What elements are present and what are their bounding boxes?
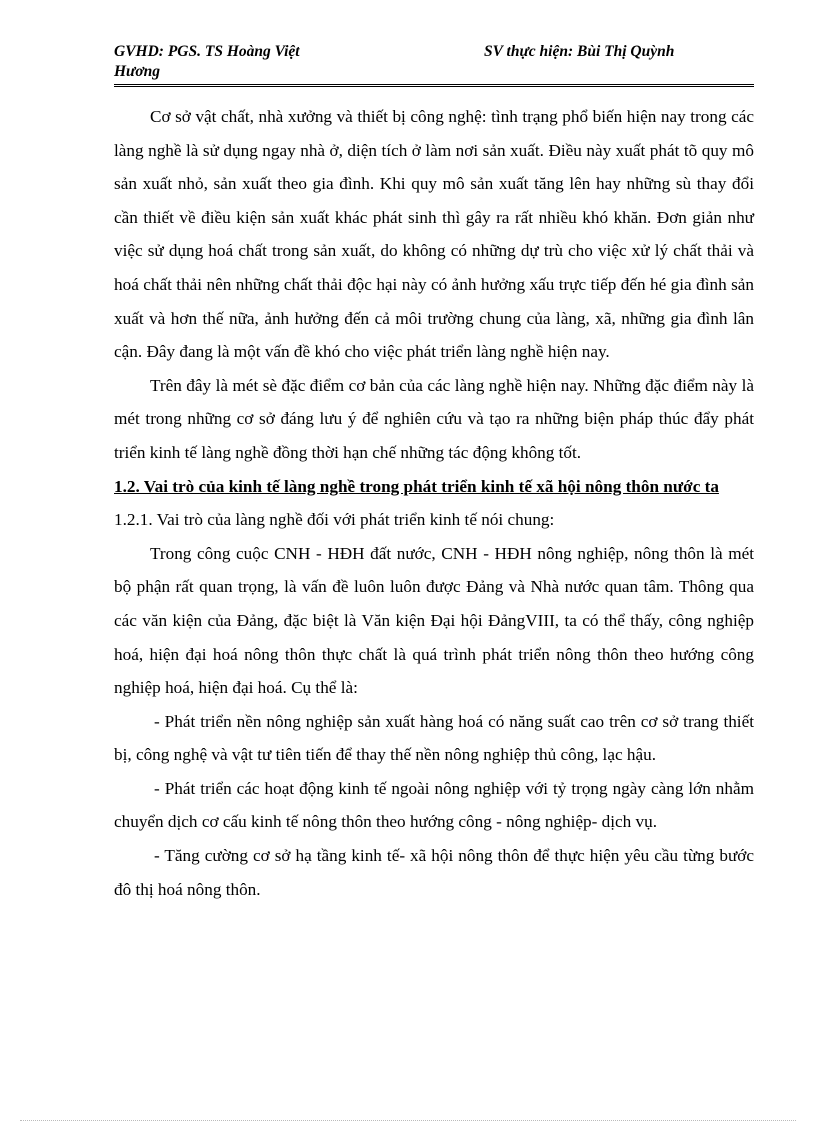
- bullet-item-non-agriculture: - Phát triển các hoạt động kinh tế ngoài nông nghiệp với tỷ trọng ngày càng lớn nhằm chuyển dịch cơ cấu kinh tế nông thôn theo hướng công - nông nghiệp- dịch vụ.: [114, 778, 754, 832]
- section-heading: 1.2. Vai trò của kinh tế làng nghề trong phát triển kinh tế xã hội nông thôn nước ta: [114, 476, 719, 496]
- bullet-item-agriculture: - Phát triển nền nông nghiệp sản xuất hàng hoá có năng suất cao trên cơ sở trang thiết bị, công nghệ và vật tư tiên tiến để thay thế nền nông nghiệp thủ công, lạc hậu.: [114, 711, 754, 765]
- header-divider: [114, 84, 754, 87]
- page-header: [114, 42, 754, 88]
- paragraph-summary: Trên đây là mét sè đặc điểm cơ bản của các làng nghề hiện nay. Những đặc điểm này là mét trong những cơ sở đáng lưu ý để nghiên cứu và tạo ra những biện pháp thúc đẩy phát triển kinh tế làng nghề đồng thời hạn chế những tác động không tốt.: [114, 375, 754, 462]
- document-body: [114, 100, 754, 906]
- header-student: SV thực hiện: Bùi Thị Quỳnh: [484, 43, 675, 60]
- header-supervisor: GVHD: PGS. TS Hoàng Việt Hương: [114, 43, 300, 80]
- paragraph-facilities: Cơ sở vật chất, nhà xưởng và thiết bị công nghệ: tình trạng phổ biến hiện nay trong các làng nghề là sử dụng ngay nhà ở, diện tích ở làm nơi sản xuất. Điều này xuất phát tõ quy mô sản xuất nhỏ, sản xuất theo gia đình. Khi quy mô sản xuất tăng lên hay những sù thay đổi cần thiết về điều kiện sản xuất khác phát sinh thì gây ra rất nhiều khó khăn. Đơn giản như việc sử dụng hoá chất trong sản xuất, do không có những dự trù cho việc xử lý chất thải và hoá chất thải nên những chất thải độc hại này có ảnh hưởng xấu trực tiếp đến hé gia đình sản xuất và hơn thế nữa, ảnh hưởng đến cả môi trường chung của làng, xã, những gia đình lân cận. Đây đang là một vấn đề khó cho việc phát triển làng nghề hiện nay.: [114, 107, 754, 362]
- paragraph-industrialization: Trong công cuộc CNH - HĐH đất nước, CNH - HĐH nông nghiệp, nông thôn là mét bộ phận rất quan trọng, là vấn đề luôn luôn được Đảng và Nhà nước quan tâm. Thông qua các văn kiện của Đảng, đặc biệt là Văn kiện Đại hội ĐảngVIII, ta có thể thấy, công nghiệp hoá, hiện đại hoá nông thôn thực chất là quá trình phát triển nông thôn theo hướng công nghiệp hoá, hiện đại hoá. Cụ thể là:: [114, 543, 754, 698]
- subsection-heading: 1.2.1. Vai trò của làng nghề đối với phát triển kinh tế nói chung:: [114, 510, 555, 530]
- bullet-item-infrastructure: - Tăng cường cơ sở hạ tầng kinh tế- xã hội nông thôn để thực hiện yêu cầu từng bước đô thị hoá nông thôn.: [114, 846, 754, 899]
- page-bottom-divider: [20, 1120, 796, 1121]
